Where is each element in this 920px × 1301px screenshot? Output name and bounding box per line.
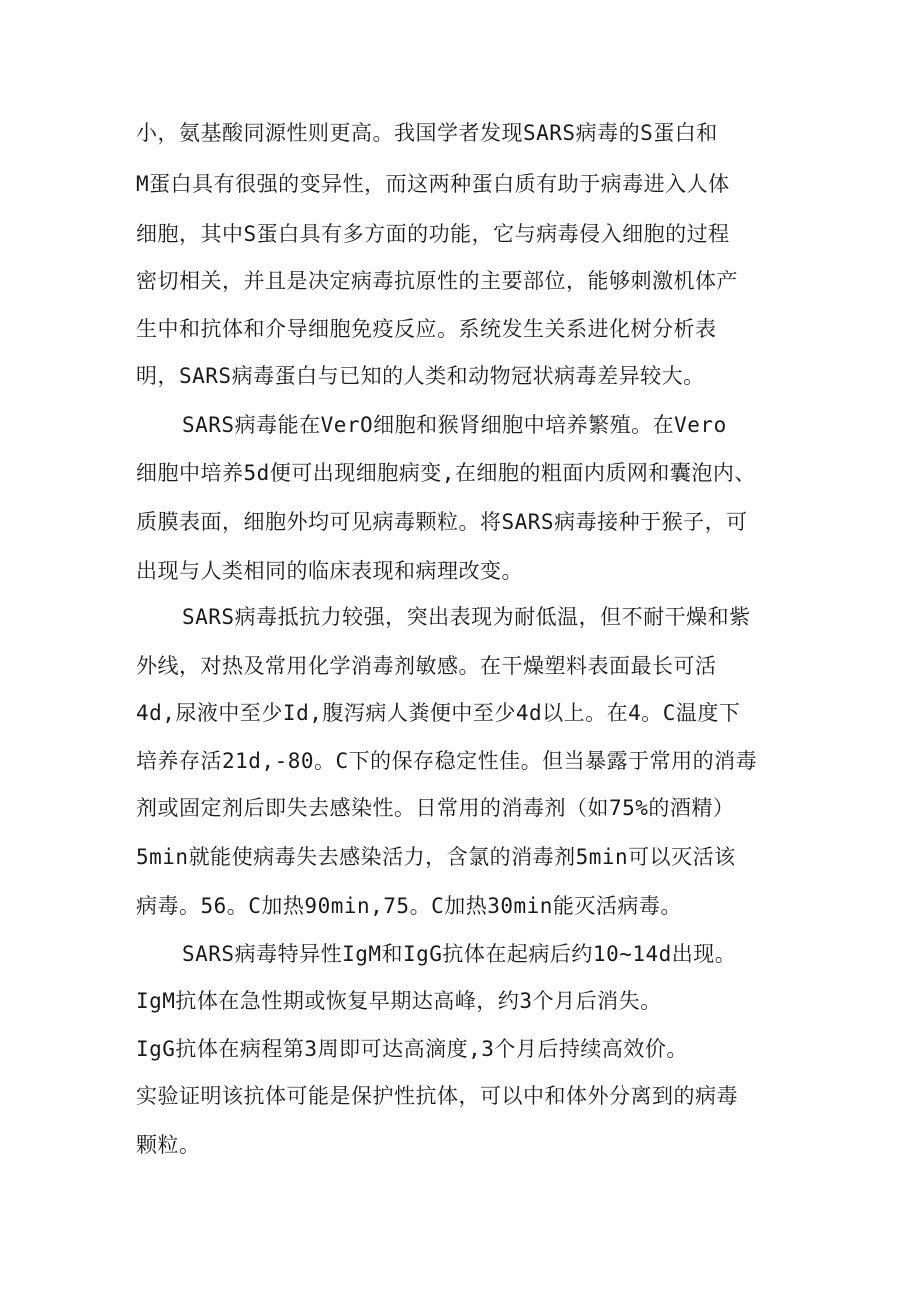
text-line: 4d,尿液中至少Id,腹泻病人粪便中至少4d以上。在4。C温度下 bbox=[136, 701, 741, 725]
text-line: 明，SARS病毒蛋白与已知的人类和动物冠状病毒差异较大。 bbox=[136, 364, 705, 388]
paragraph-first-line: SARS病毒抵抗力较强，突出表现为耐低温，但不耐干燥和紫 bbox=[182, 605, 751, 629]
text-line: IgM抗体在急性期或恢复早期达高峰，约3个月后消失。 bbox=[136, 989, 662, 1013]
text-line: 出现与人类相同的临床表现和病理改变。 bbox=[136, 559, 523, 583]
text-line: 细胞，其中S蛋白具有多方面的功能，它与病毒侵入细胞的过程 bbox=[136, 222, 730, 246]
text-line: 质膜表面，细胞外均可见病毒颗粒。将SARS病毒接种于猴子，可 bbox=[136, 510, 748, 534]
text-line: 外线，对热及常用化学消毒剂敏感。在干燥塑料表面最长可活 bbox=[136, 654, 717, 678]
text-line: 细胞中培养5d便可出现细胞病变,在细胞的粗面内质网和囊泡内、 bbox=[136, 461, 756, 485]
text-line: 实验证明该抗体可能是保护性抗体，可以中和体外分离到的病毒 bbox=[136, 1084, 738, 1108]
text-line: 培养存活21d,-80。C下的保存稳定性佳。但当暴露于常用的消毒 bbox=[136, 749, 758, 773]
text-line: 生中和抗体和介导细胞免疫反应。系统发生关系进化树分析表 bbox=[136, 317, 717, 341]
text-line: 颗粒。 bbox=[136, 1133, 201, 1157]
text-line: 密切相关，并且是决定病毒抗原性的主要部位，能够刺激机体产 bbox=[136, 269, 738, 293]
text-line: 小，氨基酸同源性则更高。我国学者发现SARS病毒的S蛋白和 bbox=[136, 121, 718, 145]
paragraph-first-line: SARS病毒特异性IgM和IgG抗体在起病后约10~14d出现。 bbox=[182, 942, 737, 966]
text-line: 剂或固定剂后即失去感染性。日常用的消毒剂（如75%的酒精） bbox=[136, 796, 735, 820]
text-line: 5min就能使病毒失去感染活力，含氯的消毒剂5min可以灭活该 bbox=[136, 845, 736, 869]
text-line: M蛋白具有很强的变异性，而这两种蛋白质有助于病毒进入人体 bbox=[136, 172, 730, 196]
text-line: 病毒。56。C加热90min,75。C加热30min能灭活病毒。 bbox=[136, 894, 682, 918]
paragraph-first-line: SARS病毒能在VerO细胞和猴肾细胞中培养繁殖。在Vero bbox=[182, 413, 727, 437]
text-line: IgG抗体在病程第3周即可达高滴度,3个月后持续高效价。 bbox=[136, 1037, 688, 1061]
